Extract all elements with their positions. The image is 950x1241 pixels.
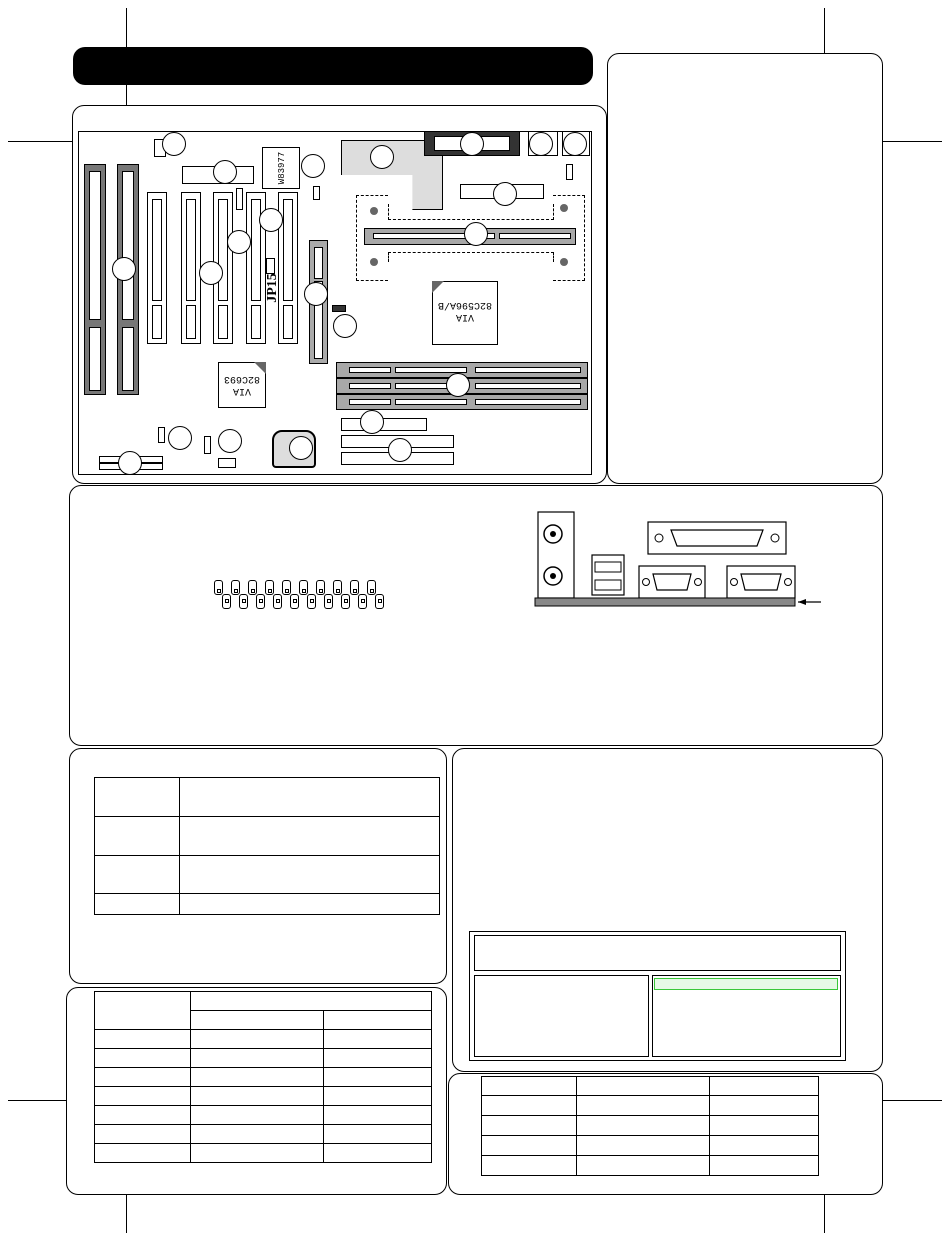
cpu-retention-area: [388, 252, 554, 262]
callout-circle: [493, 182, 517, 206]
cpu-retention-area: [388, 204, 554, 220]
isa-slot: [84, 164, 106, 395]
jumper-jp15: [266, 258, 275, 274]
mount-hole: [370, 258, 378, 266]
jumper-table-bottom-right: [481, 1076, 819, 1176]
jumper: [158, 427, 165, 443]
title-bar: [73, 47, 593, 85]
fan-connector: [218, 458, 236, 468]
floppy-connector: [341, 418, 427, 431]
io-bracket: [535, 598, 795, 606]
callout-circle: [333, 314, 357, 338]
jumper-table-bottom-left: [94, 991, 432, 1163]
dimm-slot: [336, 394, 588, 410]
side-notes-panel: [607, 53, 883, 484]
crop-mark: [8, 141, 80, 142]
super-io-chip-label: W83977: [277, 151, 287, 185]
callout-circle: [563, 132, 587, 156]
callout-circle: [118, 451, 142, 475]
settings-box-left-cell: [474, 975, 649, 1057]
chip-pin1-mark: [432, 281, 444, 293]
callout-circle: [460, 132, 484, 156]
south-bridge-chip-label: VIA 82C693: [224, 373, 261, 396]
jumper-jp15-label: JP15: [264, 273, 280, 303]
callout-circle: [218, 429, 242, 453]
jumper: [204, 436, 211, 454]
callout-circle: [199, 261, 223, 285]
callout-circle: [162, 132, 186, 156]
callout-circle: [370, 145, 394, 169]
callout-circle: [446, 373, 470, 397]
callout-circle: [227, 230, 251, 254]
jumper: [313, 186, 320, 200]
callout-circle: [168, 426, 192, 450]
mount-hole: [370, 207, 378, 215]
north-bridge-chip-label: VIA 82C596A/B: [438, 299, 493, 322]
pci-slot: [147, 192, 167, 344]
mount-hole: [560, 204, 568, 212]
callout-circle: [304, 282, 328, 306]
callout-circle: [259, 208, 283, 232]
callout-circle: [289, 436, 313, 460]
callout-circle: [388, 438, 412, 462]
back-panel-io-diagram: [533, 510, 823, 610]
callout-circle: [360, 410, 384, 434]
jumper-table-top-left: [94, 777, 440, 915]
callout-circle: [529, 132, 553, 156]
back-panel-svg: [533, 510, 823, 610]
power-connector-diagram: [214, 580, 384, 610]
settings-box-header: [474, 935, 841, 971]
jumper: [566, 164, 573, 180]
callout-circle: [112, 257, 136, 281]
callout-circle: [464, 222, 488, 246]
settings-highlight-bar: [654, 978, 838, 990]
jumper: [332, 305, 346, 312]
mount-hole: [560, 258, 568, 266]
callout-circle: [213, 160, 237, 184]
jumper: [236, 188, 243, 210]
pci-slot: [181, 192, 201, 344]
callout-circle: [301, 154, 325, 178]
